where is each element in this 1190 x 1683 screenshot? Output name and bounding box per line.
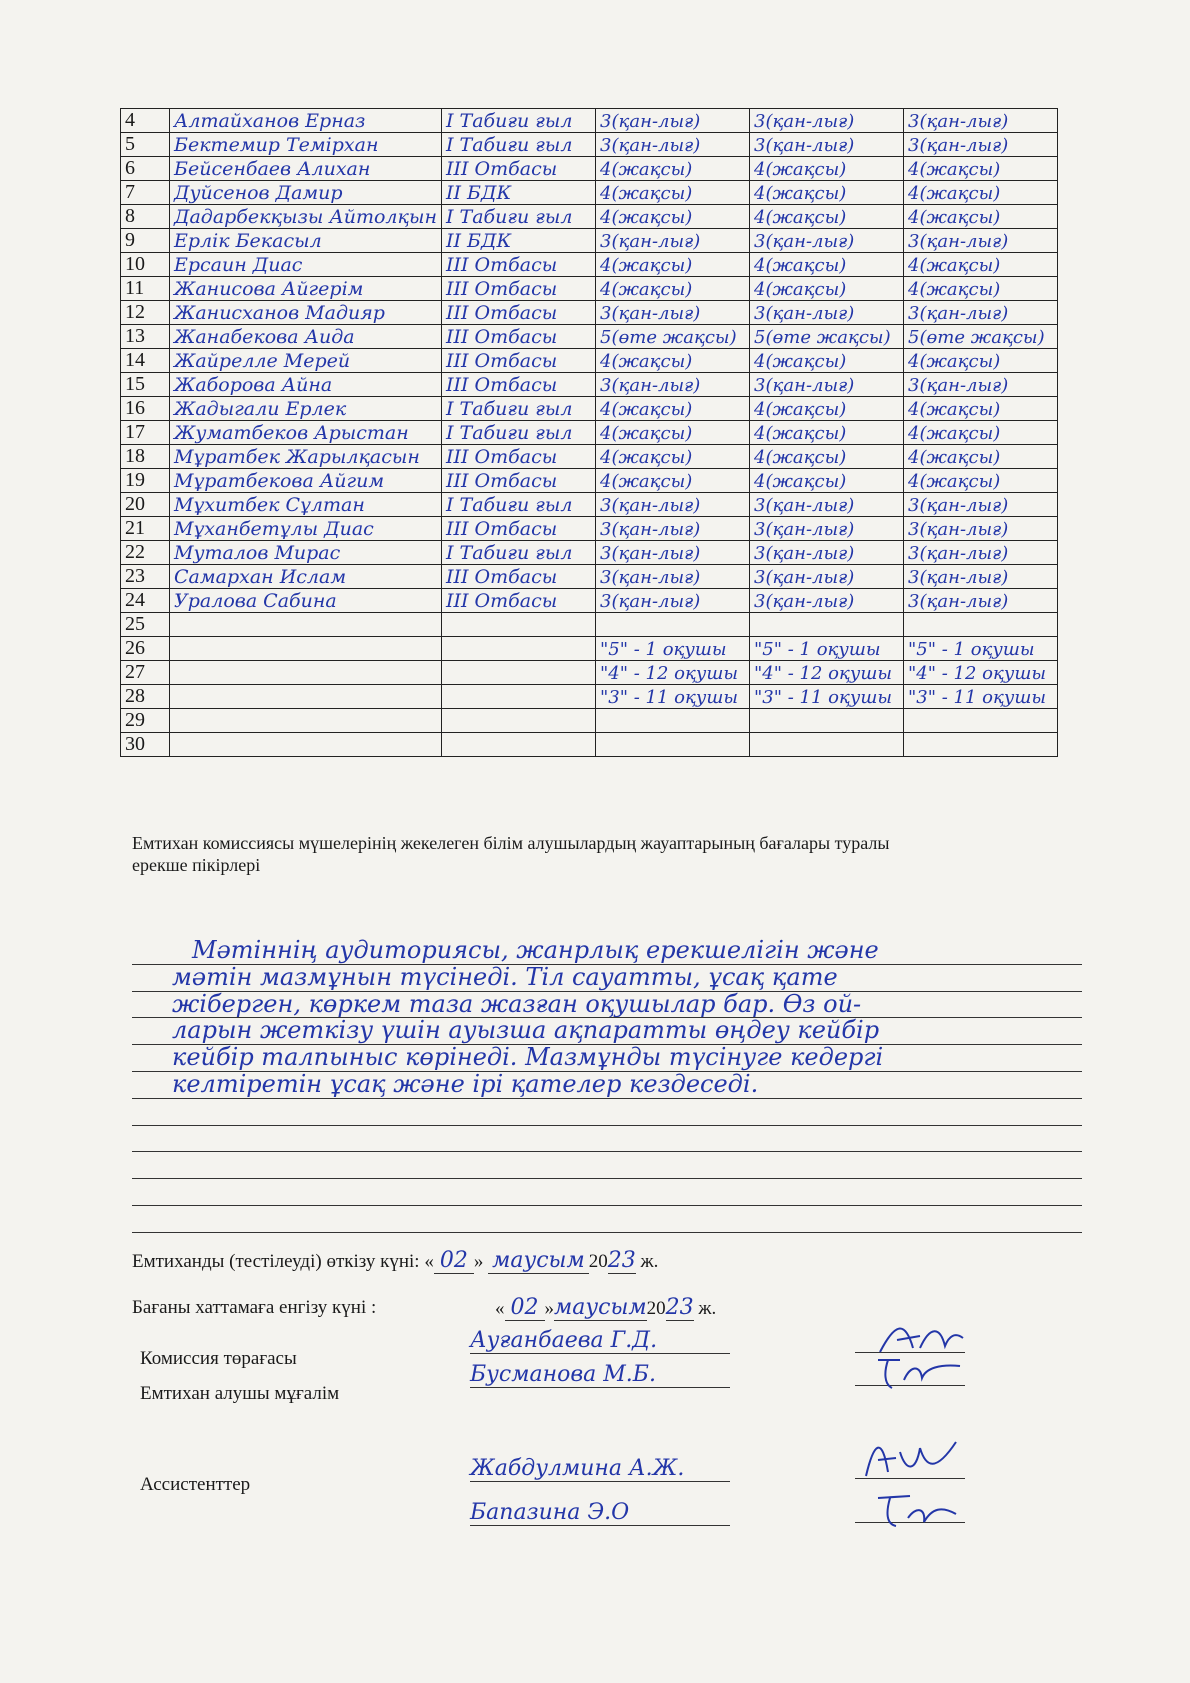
student-name-cell: Алтайханов Ерназ [170,109,442,133]
grade-2-cell [750,709,904,733]
opinions-heading-line1: Емтихан комиссиясы мүшелерінің жекелеген білім алушылардың жауаптарының бағалары туралы [132,833,890,853]
group-cell: II БДК [442,181,596,205]
grade-3-cell: 5(өте жақсы) [904,325,1058,349]
grade-2-cell: "3" - 11 оқушы [750,685,904,709]
row-number-cell: 6 [121,157,170,181]
grade-1-cell: 4(жақсы) [596,253,750,277]
table-row [121,277,1058,301]
grade-2-cell: 4(жақсы) [750,181,904,205]
student-name-cell [170,709,442,733]
group-cell: I Табиғи ғыл [442,397,596,421]
group-cell: I Табиғи ғыл [442,109,596,133]
table-row [121,229,1058,253]
grade-1-cell: 4(жақсы) [596,181,750,205]
table-row [121,253,1058,277]
entry-date-sep: » [544,1298,554,1319]
grade-1-cell [596,613,750,637]
group-cell: III Отбасы [442,445,596,469]
table-row [121,565,1058,589]
grade-2-cell: 3(қан-лығ) [750,517,904,541]
group-cell [442,661,596,685]
row-number-cell: 13 [121,325,170,349]
row-number-cell: 9 [121,229,170,253]
opinion-line [132,1152,1082,1179]
group-cell: III Отбасы [442,325,596,349]
row-number-cell: 30 [121,733,170,757]
student-name-cell: Жаборова Айна [170,373,442,397]
grade-1-cell: 3(қан-лығ) [596,109,750,133]
grade-2-cell: 3(қан-лығ) [750,373,904,397]
row-number-cell: 15 [121,373,170,397]
grade-3-cell: 4(жақсы) [904,349,1058,373]
entry-date-day: 02 [505,1295,545,1321]
grade-1-cell: 4(жақсы) [596,277,750,301]
assistant1-signature [860,1432,960,1482]
grade-1-cell: "4" - 12 оқушы [596,661,750,685]
group-cell: II БДК [442,229,596,253]
table-row [121,541,1058,565]
grade-3-cell: 3(қан-лығ) [904,133,1058,157]
grade-3-cell: 3(қан-лығ) [904,493,1058,517]
student-name-cell [170,685,442,709]
grade-3-cell: 4(жақсы) [904,157,1058,181]
entry-date-label: Бағаны хаттамаға енгізу күні : [132,1297,377,1318]
grade-3-cell: 3(қан-лығ) [904,373,1058,397]
grade-2-cell [750,733,904,757]
chair-name: Ауғанбаева Г.Д. [470,1328,730,1354]
grade-1-cell: 3(қан-лығ) [596,133,750,157]
row-number-cell: 26 [121,637,170,661]
grade-3-cell: 4(жақсы) [904,181,1058,205]
opinion-line: Мәтіннің аудиториясы, жанрлық ерекшелігін және [132,938,1082,965]
group-cell: I Табиғи ғыл [442,541,596,565]
opinions-heading [132,832,1092,876]
grade-1-cell: 4(жақсы) [596,469,750,493]
grade-3-cell [904,613,1058,637]
opinion-line [132,1126,1082,1153]
grade-1-cell: 3(қан-лығ) [596,301,750,325]
grade-3-cell: 4(жақсы) [904,469,1058,493]
grade-2-cell: 4(жақсы) [750,205,904,229]
table-row [121,709,1058,733]
grade-2-cell: 3(қан-лығ) [750,589,904,613]
grade-3-cell: 3(қан-лығ) [904,565,1058,589]
exam-date-year-prefix: 20 [588,1251,608,1272]
grades-table-body [121,109,1058,757]
grade-3-cell: 4(жақсы) [904,421,1058,445]
table-row [121,445,1058,469]
grade-3-cell [904,733,1058,757]
grade-1-cell [596,733,750,757]
row-number-cell: 22 [121,541,170,565]
group-cell: III Отбасы [442,349,596,373]
table-row [121,517,1058,541]
exam-date-row [132,1250,832,1273]
row-number-cell: 8 [121,205,170,229]
student-name-cell: Мұхитбек Сұлтан [170,493,442,517]
grade-2-cell: 4(жақсы) [750,157,904,181]
teacher-signature [870,1352,965,1394]
group-cell: III Отбасы [442,301,596,325]
table-row [121,733,1058,757]
student-name-cell [170,733,442,757]
grade-3-cell: 3(қан-лығ) [904,517,1058,541]
group-cell: III Отбасы [442,565,596,589]
grade-3-cell: 4(жақсы) [904,397,1058,421]
opinion-line: келтіретін ұсақ және ірі қателер кездеседі. [132,1072,1082,1099]
opinions-lines [132,938,1082,1233]
row-number-cell: 12 [121,301,170,325]
student-name-cell [170,661,442,685]
student-name-cell: Ерлік Бекасыл [170,229,442,253]
table-row [121,181,1058,205]
row-number-cell: 11 [121,277,170,301]
student-name-cell: Мұратбекова Айгим [170,469,442,493]
table-row [121,397,1058,421]
opinion-line: жіберген, көркем таза жазған оқушылар бар. Өз ой- [132,992,1082,1019]
student-name-cell: Дадарбекқызы Айтолқын [170,205,442,229]
grade-1-cell: 4(жақсы) [596,421,750,445]
exam-date-label: Емтиханды (тестілеуді) өткізу күні: « [132,1251,434,1272]
row-number-cell: 23 [121,565,170,589]
table-row [121,205,1058,229]
exam-date-day: 02 [434,1248,474,1274]
grade-2-cell: 5(өте жақсы) [750,325,904,349]
grade-1-cell: "5" - 1 оқушы [596,637,750,661]
exam-date-sep: » [473,1251,484,1272]
grade-3-cell [904,709,1058,733]
table-row [121,469,1058,493]
grade-3-cell: "5" - 1 оқушы [904,637,1058,661]
group-cell: I Табиғи ғыл [442,133,596,157]
grade-1-cell: 4(жақсы) [596,205,750,229]
opinion-line: ларын жеткізу үшін ауызша ақпаратты өңдеу кейбір [132,1018,1082,1045]
grade-1-cell: 3(қан-лығ) [596,565,750,589]
grade-2-cell: 4(жақсы) [750,469,904,493]
grade-2-cell: 3(қан-лығ) [750,565,904,589]
opinion-line: кейбір талпыныс көрінеді. Мазмұнды түсінуге кедергі [132,1045,1082,1072]
grade-2-cell: "5" - 1 оқушы [750,637,904,661]
grade-2-cell: 3(қан-лығ) [750,493,904,517]
grade-1-cell: "3" - 11 оқушы [596,685,750,709]
grade-2-cell: 3(қан-лығ) [750,301,904,325]
table-row [121,373,1058,397]
student-name-cell [170,613,442,637]
grades-table [120,108,1058,757]
student-name-cell: Бейсенбаев Алихан [170,157,442,181]
row-number-cell: 20 [121,493,170,517]
student-name-cell: Самархан Ислам [170,565,442,589]
group-cell: III Отбасы [442,277,596,301]
row-number-cell: 5 [121,133,170,157]
row-number-cell: 10 [121,253,170,277]
group-cell: III Отбасы [442,253,596,277]
table-row [121,133,1058,157]
row-number-cell: 7 [121,181,170,205]
group-cell [442,733,596,757]
row-number-cell: 25 [121,613,170,637]
table-row [121,493,1058,517]
grade-1-cell: 5(өте жақсы) [596,325,750,349]
grade-3-cell: 3(қан-лығ) [904,301,1058,325]
group-cell [442,613,596,637]
exam-date-suffix: ж. [640,1251,659,1272]
entry-date-value [495,1297,795,1320]
assistant1-name: Жабдулмина А.Ж. [470,1456,730,1482]
student-name-cell: Жанабекова Аида [170,325,442,349]
grade-3-cell: 3(қан-лығ) [904,229,1058,253]
table-row [121,109,1058,133]
opinion-line [132,1206,1082,1233]
grade-3-cell: 4(жақсы) [904,277,1058,301]
grade-1-cell: 3(қан-лығ) [596,541,750,565]
grade-2-cell: 3(қан-лығ) [750,109,904,133]
grade-2-cell: 4(жақсы) [750,445,904,469]
table-row [121,661,1058,685]
grade-2-cell: 3(қан-лығ) [750,229,904,253]
row-number-cell: 29 [121,709,170,733]
student-name-cell: Мұханбетұлы Диас [170,517,442,541]
group-cell: III Отбасы [442,517,596,541]
group-cell [442,637,596,661]
entry-date-year: 23 [665,1295,694,1320]
entry-date-open: « [495,1298,505,1319]
grade-3-cell: "3" - 11 оқушы [904,685,1058,709]
entry-date-year-prefix: 20 [646,1298,666,1319]
table-row [121,613,1058,637]
student-name-cell: Жуматбеков Арыстан [170,421,442,445]
grade-2-cell: 4(жақсы) [750,397,904,421]
grade-1-cell: 4(жақсы) [596,445,750,469]
table-row [121,637,1058,661]
teacher-name: Бусманова М.Б. [470,1362,730,1388]
assistant2-name: Бапазина Э.О [470,1500,730,1526]
row-number-cell: 17 [121,421,170,445]
grade-1-cell: 3(қан-лығ) [596,493,750,517]
grade-2-cell: 4(жақсы) [750,253,904,277]
row-number-cell: 14 [121,349,170,373]
group-cell [442,685,596,709]
chair-label: Комиссия төрағасы [140,1348,297,1369]
grade-1-cell: 3(қан-лығ) [596,373,750,397]
table-row [121,301,1058,325]
student-name-cell: Дуйсенов Дамир [170,181,442,205]
group-cell: III Отбасы [442,157,596,181]
row-number-cell: 24 [121,589,170,613]
row-number-cell: 21 [121,517,170,541]
entry-date-month: маусым [554,1295,647,1320]
student-name-cell: Жадыгали Ерлек [170,397,442,421]
grade-1-cell: 4(жақсы) [596,397,750,421]
exam-date-month: маусым [488,1248,589,1274]
table-row [121,325,1058,349]
grade-2-cell: 3(қан-лығ) [750,541,904,565]
student-name-cell: Бектемир Темірхан [170,133,442,157]
grade-3-cell: 4(жақсы) [904,205,1058,229]
opinion-line: мәтін мазмұнын түсінеді. Тіл сауатты, ұсақ қате [132,965,1082,992]
grade-2-cell: 3(қан-лығ) [750,133,904,157]
grade-1-cell [596,709,750,733]
grade-3-cell: 3(қан-лығ) [904,589,1058,613]
table-row [121,685,1058,709]
student-name-cell: Мұратбек Жарылқасын [170,445,442,469]
group-cell: III Отбасы [442,373,596,397]
grade-2-cell: 4(жақсы) [750,421,904,445]
group-cell: III Отбасы [442,589,596,613]
grade-3-cell: 4(жақсы) [904,253,1058,277]
table-row [121,589,1058,613]
grade-1-cell: 4(жақсы) [596,349,750,373]
teacher-label: Емтихан алушы мұғалім [140,1383,340,1404]
student-name-cell: Жанисова Айгерім [170,277,442,301]
group-cell: I Табиғи ғыл [442,493,596,517]
student-name-cell: Жайрелле Мерей [170,349,442,373]
row-number-cell: 27 [121,661,170,685]
grade-1-cell: 3(қан-лығ) [596,517,750,541]
student-name-cell: Жанисханов Мадияр [170,301,442,325]
grade-1-cell: 4(жақсы) [596,157,750,181]
student-name-cell [170,637,442,661]
assistants-label: Ассистенттер [140,1474,251,1495]
group-cell: III Отбасы [442,469,596,493]
row-number-cell: 16 [121,397,170,421]
grade-3-cell: 3(қан-лығ) [904,109,1058,133]
group-cell: I Табиғи ғыл [442,205,596,229]
grade-2-cell: 4(жақсы) [750,349,904,373]
grade-2-cell: "4" - 12 оқушы [750,661,904,685]
group-cell [442,709,596,733]
row-number-cell: 19 [121,469,170,493]
row-number-cell: 4 [121,109,170,133]
grade-2-cell [750,613,904,637]
exam-date-year: 23 [607,1248,636,1273]
student-name-cell: Ерсаин Диас [170,253,442,277]
grade-3-cell: 3(қан-лығ) [904,541,1058,565]
student-name-cell: Уралова Сабина [170,589,442,613]
table-row [121,421,1058,445]
grade-1-cell: 3(қан-лығ) [596,589,750,613]
opinion-line [132,1179,1082,1206]
row-number-cell: 28 [121,685,170,709]
assistant2-signature [870,1488,960,1532]
grade-2-cell: 4(жақсы) [750,277,904,301]
opinions-heading-line2: ерекше пікірлері [132,855,261,875]
grade-3-cell: "4" - 12 оқушы [904,661,1058,685]
table-row [121,157,1058,181]
grade-1-cell: 3(қан-лығ) [596,229,750,253]
row-number-cell: 18 [121,445,170,469]
grade-3-cell: 4(жақсы) [904,445,1058,469]
student-name-cell: Муталов Мирас [170,541,442,565]
entry-date-suffix: ж. [698,1298,717,1319]
group-cell: I Табиғи ғыл [442,421,596,445]
opinion-line [132,1099,1082,1126]
table-row [121,349,1058,373]
